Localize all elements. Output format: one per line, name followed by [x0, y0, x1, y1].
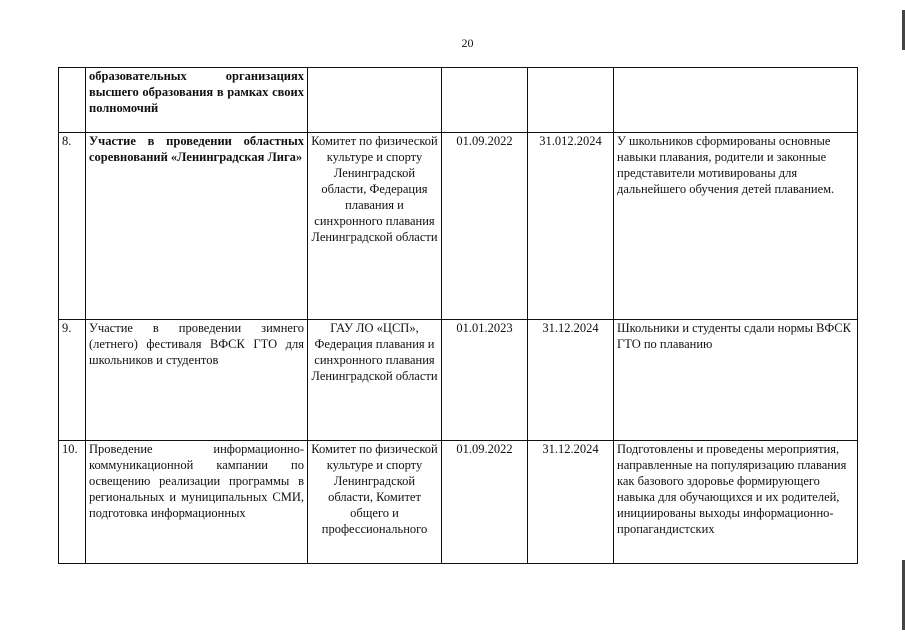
- executor: ГАУ ЛО «ЦСП», Федерация плавания и синхронного плавания Ленинградской области: [308, 320, 442, 441]
- start-date: [442, 68, 528, 133]
- expected-result: [614, 68, 858, 133]
- expected-result: Подготовлены и проведены мероприятия, направленные на популяризацию плавания как базового здоровье формирующего навыка для обучающихся и их родителей, инициированы выходы информационно-пропагандистских: [614, 441, 858, 564]
- expected-result: Школьники и студенты сдали нормы ВФСК ГТО по плаванию: [614, 320, 858, 441]
- start-date: 01.01.2023: [442, 320, 528, 441]
- end-date: [528, 68, 614, 133]
- table-row: [59, 441, 858, 564]
- executor: [308, 68, 442, 133]
- end-date: 31.12.2024: [528, 320, 614, 441]
- end-date: 31.012.2024: [528, 133, 614, 320]
- event-name: Участие в проведении областных соревнований «Ленинградская Лига»: [86, 133, 308, 320]
- table-row: [59, 320, 858, 441]
- event-name: Проведение информационно-коммуникационной кампании по освещению реализации программы в региональных и муниципальных СМИ, подготовка информационных: [86, 441, 308, 564]
- executor: Комитет по физической культуре и спорту Ленинградской области, Федерация плавания и синхронного плавания Ленинградской области: [308, 133, 442, 320]
- end-date: 31.12.2024: [528, 441, 614, 564]
- event-name: образовательных организациях высшего образования в рамках своих полномочий: [86, 68, 308, 133]
- row-number: 9.: [59, 320, 86, 441]
- row-number: 8.: [59, 133, 86, 320]
- row-number: [59, 68, 86, 133]
- start-date: 01.09.2022: [442, 133, 528, 320]
- expected-result: У школьников сформированы основные навыки плавания, родители и законные представители мотивированы для дальнейшего обучения детей плаванием.: [614, 133, 858, 320]
- executor: Комитет по физической культуре и спорту Ленинградской области, Комитет общего и профессионального: [308, 441, 442, 564]
- event-name: Участие в проведении зимнего (летнего) фестиваля ВФСК ГТО для школьников и студентов: [86, 320, 308, 441]
- start-date: 01.09.2022: [442, 441, 528, 564]
- table-row: [59, 68, 858, 133]
- page-number: 20: [461, 36, 474, 50]
- row-number: 10.: [59, 441, 86, 564]
- table-row: [59, 133, 858, 320]
- program-table: [58, 67, 858, 564]
